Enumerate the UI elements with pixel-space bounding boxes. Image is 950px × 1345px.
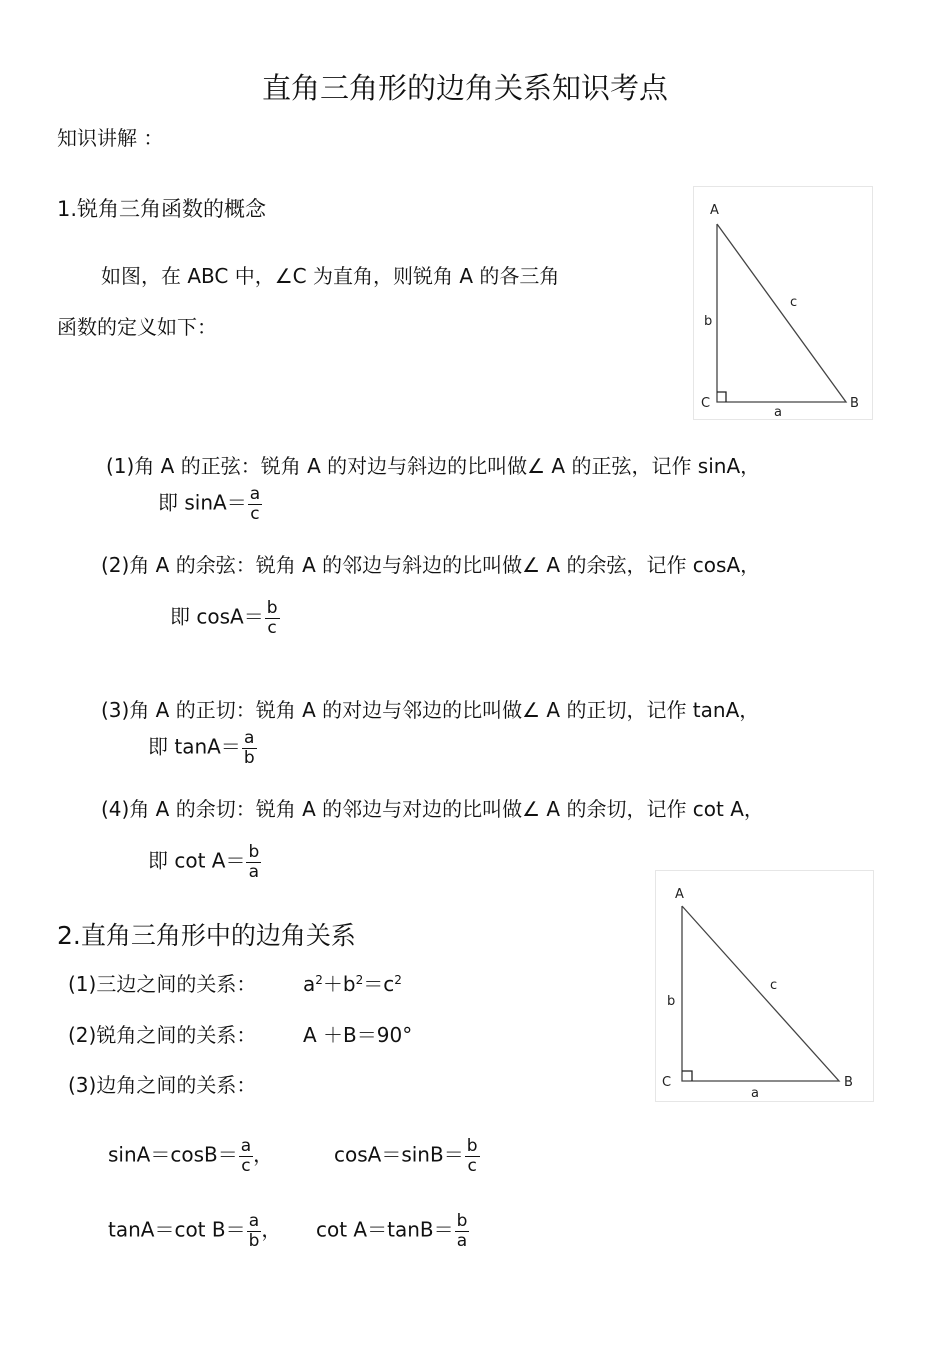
triangle-figure-2 (655, 870, 874, 1102)
definition-sine: (1)角 A 的正弦：锐角 A 的对边与斜边的比叫做∠ A 的正弦，记作 sinA， (106, 454, 761, 478)
right-triangle-diagram-2 (656, 871, 873, 1101)
relation-sides-angles-label: (3)边角之间的关系： (68, 1073, 257, 1097)
vertex-b-label-2: B (844, 1075, 853, 1090)
triangle-figure-1 (693, 186, 873, 420)
vertex-a-label: A (710, 203, 719, 218)
relation-angles-label: (2)锐角之间的关系： (68, 1023, 257, 1047)
formula-sin-cos: sinA＝cosB＝ $\frac{a}{c}$ ， (108, 1136, 274, 1176)
formula-cot-tan: cot A＝tanB＝ $\frac{b}{a}$ (316, 1211, 468, 1251)
page-title: 直角三角形的边角关系知识考点 (261, 71, 668, 105)
vertex-a-label-2: A (675, 887, 684, 902)
vertex-c-label: C (701, 396, 711, 411)
definition-tangent: (3)角 A 的正切：锐角 A 的对边与邻边的比叫做∠ A 的正切，记作 tanA， (101, 698, 760, 722)
definition-paragraph-line1: 如图，在 ABC 中，∠C 为直角，则锐角 A 的各三角 (101, 264, 560, 288)
relation-sides-formula: $a^2+b^2=c^2$ (303, 972, 402, 996)
section2-heading: 2.直角三角形中的边角关系 (57, 921, 356, 950)
formula-sine: 即 sinA＝ $\frac{a}{c}$ (158, 484, 261, 524)
vertex-c-label-2: C (662, 1075, 672, 1090)
right-triangle-diagram (694, 187, 872, 419)
relation-angles-formula: A ＋B＝90° (303, 1023, 413, 1047)
side-b-label: b (704, 314, 713, 329)
intro-label: 知识讲解 ： (57, 126, 164, 150)
definition-cosine: (2)角 A 的余弦：锐角 A 的邻边与斜边的比叫做∠ A 的余弦，记作 cosA， (101, 553, 761, 577)
definition-paragraph-line2: 函数的定义如下： (57, 315, 217, 339)
vertex-b-label: B (850, 396, 859, 411)
side-c-label: c (790, 295, 798, 310)
section1-heading: 1.锐角三角函数的概念 (57, 197, 267, 221)
formula-tan-cot: tanA＝cot B＝ $\frac{a}{b}$ ， (108, 1211, 282, 1251)
side-b-label-2: b (667, 994, 676, 1009)
formula-cos-sin: cosA＝sinB＝ $\frac{b}{c}$ (334, 1136, 478, 1176)
definition-cotangent: (4)角 A 的余切：锐角 A 的邻边与对边的比叫做∠ A 的余切，记作 cot A， (101, 797, 764, 821)
side-a-label-2: a (751, 1086, 759, 1101)
relation-sides-label: (1)三边之间的关系： (68, 972, 257, 996)
side-a-label: a (774, 405, 782, 419)
side-c-label-2: c (770, 978, 778, 993)
formula-cotangent: 即 cot A＝ $\frac{b}{a}$ (148, 842, 260, 882)
formula-tangent: 即 tanA＝ $\frac{a}{b}$ (148, 728, 255, 768)
formula-cosine: 即 cosA＝ $\frac{b}{c}$ (170, 598, 278, 638)
